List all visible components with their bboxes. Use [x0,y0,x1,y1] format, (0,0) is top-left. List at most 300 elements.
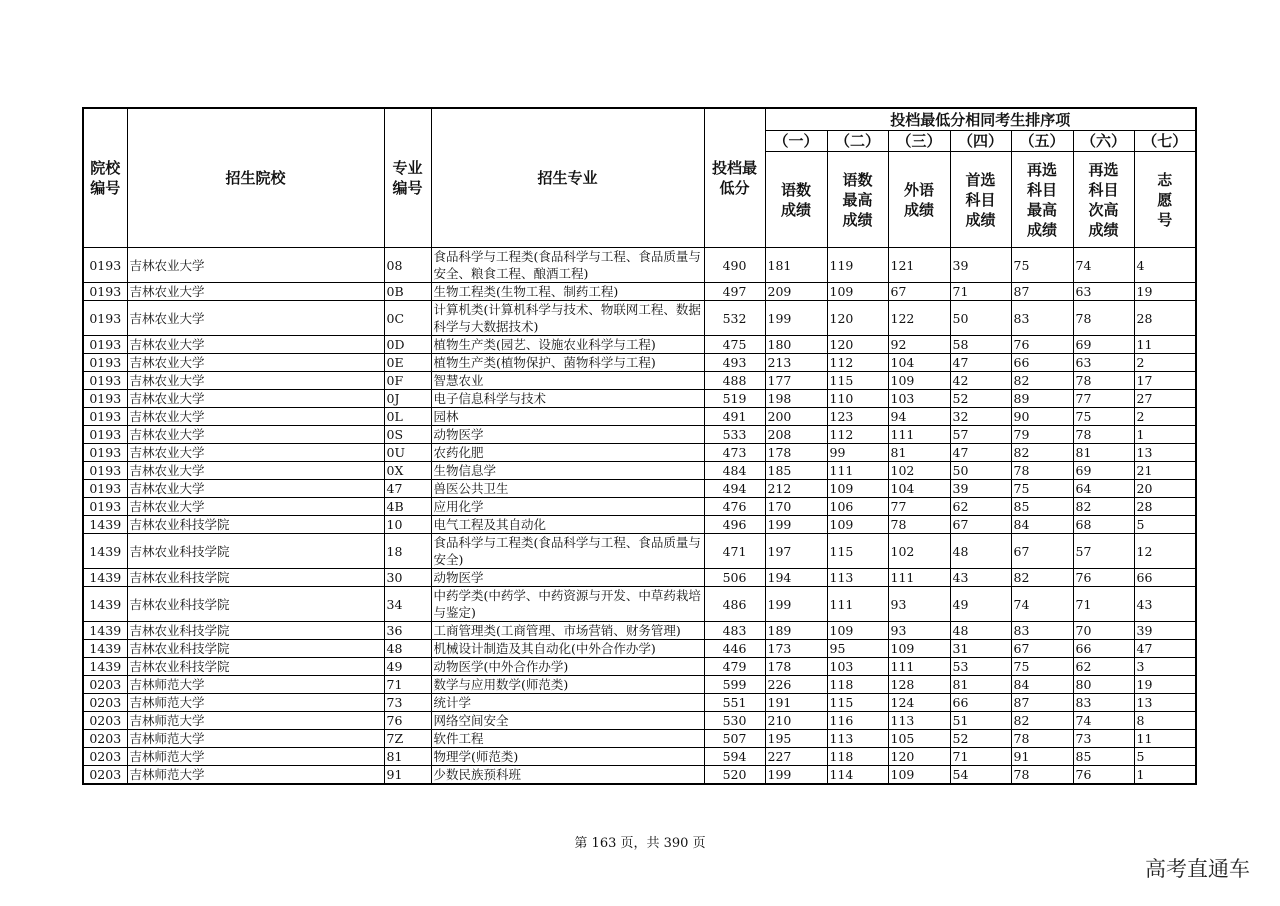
cell-major-code: 47 [384,480,431,498]
cell-tie-5: 79 [1011,426,1073,444]
cell-tie-5: 84 [1011,676,1073,694]
cell-major-name: 计算机类(计算机科学与技术、物联网工程、数据科学与大数据技术) [431,301,704,336]
cell-tie-3: 120 [888,748,950,766]
cell-min-score: 551 [704,694,765,712]
table-row [83,516,1196,534]
cell-tie-7: 66 [1134,569,1196,587]
cell-tie-1: 227 [765,748,827,766]
cell-major-name: 园林 [431,408,704,426]
cell-tie-2: 119 [827,248,888,283]
table-row [83,372,1196,390]
cell-tie-4: 42 [950,372,1011,390]
cell-tie-5: 91 [1011,748,1073,766]
cell-min-score: 496 [704,516,765,534]
cell-tie-2: 109 [827,480,888,498]
table-row [83,658,1196,676]
cell-school-code: 1439 [83,640,127,658]
cell-school-name: 吉林农业大学 [127,426,384,444]
cell-tie-4: 53 [950,658,1011,676]
cell-school-name: 吉林师范大学 [127,712,384,730]
cell-tie-4: 52 [950,730,1011,748]
header-tie-number: （一） [765,131,827,152]
cell-major-code: 49 [384,658,431,676]
cell-major-code: 0D [384,336,431,354]
cell-tie-3: 111 [888,569,950,587]
cell-school-code: 1439 [83,658,127,676]
header-tie-item: 语数成绩 [765,152,827,248]
cell-min-score: 532 [704,301,765,336]
cell-school-code: 1439 [83,587,127,622]
cell-tie-5: 85 [1011,498,1073,516]
cell-min-score: 479 [704,658,765,676]
cell-major-name: 数学与应用数学(师范类) [431,676,704,694]
cell-major-name: 电子信息科学与技术 [431,390,704,408]
cell-school-code: 1439 [83,622,127,640]
cell-tie-5: 89 [1011,390,1073,408]
cell-major-name: 植物生产类(园艺、设施农业科学与工程) [431,336,704,354]
cell-tie-3: 124 [888,694,950,712]
cell-major-name: 网络空间安全 [431,712,704,730]
cell-major-code: 48 [384,640,431,658]
cell-tie-4: 32 [950,408,1011,426]
cell-tie-1: 189 [765,622,827,640]
cell-school-name: 吉林师范大学 [127,694,384,712]
cell-min-score: 491 [704,408,765,426]
cell-school-code: 0193 [83,354,127,372]
cell-school-name: 吉林农业大学 [127,498,384,516]
cell-tie-7: 21 [1134,462,1196,480]
cell-tie-3: 67 [888,283,950,301]
cell-major-code: 91 [384,766,431,785]
cell-tie-7: 3 [1134,658,1196,676]
cell-school-name: 吉林农业科技学院 [127,534,384,569]
table-row [83,444,1196,462]
cell-major-code: 0B [384,283,431,301]
cell-tie-6: 66 [1073,640,1134,658]
cell-tie-6: 82 [1073,498,1134,516]
watermark: 高考直通车 [1145,857,1250,881]
cell-tie-5: 82 [1011,444,1073,462]
cell-tie-7: 27 [1134,390,1196,408]
cell-school-name: 吉林农业大学 [127,301,384,336]
cell-tie-7: 1 [1134,426,1196,444]
cell-tie-3: 109 [888,766,950,785]
cell-tie-1: 194 [765,569,827,587]
cell-major-code: 30 [384,569,431,587]
cell-tie-2: 113 [827,730,888,748]
cell-tie-5: 87 [1011,283,1073,301]
cell-major-code: 71 [384,676,431,694]
cell-tie-7: 2 [1134,408,1196,426]
cell-school-name: 吉林农业科技学院 [127,587,384,622]
table-row [83,462,1196,480]
cell-school-name: 吉林农业大学 [127,283,384,301]
cell-tie-2: 106 [827,498,888,516]
cell-tie-2: 109 [827,516,888,534]
table-row [83,730,1196,748]
cell-tie-5: 78 [1011,730,1073,748]
cell-major-code: 10 [384,516,431,534]
cell-tie-6: 78 [1073,301,1134,336]
table-row [83,676,1196,694]
cell-school-code: 0203 [83,694,127,712]
cell-tie-4: 48 [950,534,1011,569]
cell-tie-5: 83 [1011,622,1073,640]
cell-school-code: 0193 [83,408,127,426]
cell-tie-1: 226 [765,676,827,694]
cell-tie-6: 62 [1073,658,1134,676]
cell-tie-7: 11 [1134,730,1196,748]
cell-tie-5: 67 [1011,534,1073,569]
cell-tie-2: 113 [827,569,888,587]
cell-tie-6: 74 [1073,712,1134,730]
cell-school-code: 0193 [83,444,127,462]
cell-major-name: 食品科学与工程类(食品科学与工程、食品质量与安全、粮食工程、酿酒工程) [431,248,704,283]
cell-tie-7: 17 [1134,372,1196,390]
cell-tie-4: 57 [950,426,1011,444]
cell-tie-6: 76 [1073,766,1134,785]
header-tie-group: 投档最低分相同考生排序项 [765,108,1196,131]
cell-tie-2: 112 [827,354,888,372]
cell-tie-4: 52 [950,390,1011,408]
cell-tie-3: 92 [888,336,950,354]
cell-school-code: 0193 [83,462,127,480]
cell-min-score: 519 [704,390,765,408]
cell-tie-7: 2 [1134,354,1196,372]
cell-school-code: 0203 [83,676,127,694]
cell-tie-1: 177 [765,372,827,390]
header-tie-item: 语数最高成绩 [827,152,888,248]
cell-major-name: 兽医公共卫生 [431,480,704,498]
header-min-score: 投档最低分 [704,108,765,248]
cell-major-name: 电气工程及其自动化 [431,516,704,534]
table-row [83,390,1196,408]
cell-school-code: 0193 [83,390,127,408]
cell-tie-2: 120 [827,301,888,336]
cell-major-name: 机械设计制造及其自动化(中外合作办学) [431,640,704,658]
cell-tie-4: 39 [950,480,1011,498]
cell-tie-4: 54 [950,766,1011,785]
cell-min-score: 533 [704,426,765,444]
cell-tie-7: 39 [1134,622,1196,640]
admission-score-table [82,107,1197,785]
cell-major-name: 物理学(师范类) [431,748,704,766]
cell-tie-6: 85 [1073,748,1134,766]
cell-tie-7: 43 [1134,587,1196,622]
cell-tie-6: 57 [1073,534,1134,569]
cell-tie-6: 81 [1073,444,1134,462]
cell-min-score: 484 [704,462,765,480]
cell-tie-2: 118 [827,676,888,694]
cell-major-code: 0J [384,390,431,408]
cell-tie-1: 209 [765,283,827,301]
cell-major-code: 34 [384,587,431,622]
cell-min-score: 494 [704,480,765,498]
table-row [83,283,1196,301]
cell-tie-1: 191 [765,694,827,712]
cell-tie-5: 74 [1011,587,1073,622]
cell-tie-1: 212 [765,480,827,498]
cell-tie-6: 63 [1073,283,1134,301]
cell-tie-3: 121 [888,248,950,283]
cell-tie-7: 47 [1134,640,1196,658]
cell-major-name: 少数民族预科班 [431,766,704,785]
cell-school-name: 吉林农业大学 [127,248,384,283]
cell-tie-7: 28 [1134,498,1196,516]
cell-tie-2: 115 [827,372,888,390]
cell-tie-5: 75 [1011,248,1073,283]
table-row [83,766,1196,785]
cell-tie-1: 199 [765,301,827,336]
cell-tie-4: 81 [950,676,1011,694]
cell-min-score: 530 [704,712,765,730]
cell-tie-5: 75 [1011,480,1073,498]
cell-tie-5: 82 [1011,372,1073,390]
cell-tie-5: 75 [1011,658,1073,676]
cell-tie-1: 208 [765,426,827,444]
header-tie-number: （二） [827,131,888,152]
cell-tie-4: 71 [950,748,1011,766]
cell-tie-7: 28 [1134,301,1196,336]
header-school-name: 招生院校 [127,108,384,248]
cell-tie-1: 173 [765,640,827,658]
cell-tie-2: 95 [827,640,888,658]
cell-school-name: 吉林农业大学 [127,462,384,480]
table-row [83,480,1196,498]
table-row [83,336,1196,354]
cell-major-name: 动物医学 [431,569,704,587]
cell-min-score: 471 [704,534,765,569]
cell-major-code: 7Z [384,730,431,748]
cell-tie-6: 63 [1073,354,1134,372]
cell-tie-6: 69 [1073,336,1134,354]
cell-tie-6: 76 [1073,569,1134,587]
cell-tie-1: 181 [765,248,827,283]
cell-min-score: 594 [704,748,765,766]
cell-tie-1: 200 [765,408,827,426]
cell-tie-2: 109 [827,283,888,301]
cell-tie-1: 199 [765,516,827,534]
cell-tie-4: 66 [950,694,1011,712]
cell-major-name: 动物医学(中外合作办学) [431,658,704,676]
cell-tie-2: 114 [827,766,888,785]
cell-tie-3: 104 [888,480,950,498]
header-major-name: 招生专业 [431,108,704,248]
cell-tie-3: 105 [888,730,950,748]
cell-school-name: 吉林农业大学 [127,480,384,498]
cell-tie-3: 109 [888,372,950,390]
cell-tie-6: 69 [1073,462,1134,480]
cell-min-score: 490 [704,248,765,283]
cell-major-name: 动物医学 [431,426,704,444]
cell-school-code: 0193 [83,498,127,516]
cell-tie-2: 111 [827,587,888,622]
cell-min-score: 475 [704,336,765,354]
cell-tie-2: 115 [827,534,888,569]
table-row [83,694,1196,712]
cell-tie-2: 110 [827,390,888,408]
cell-major-name: 农药化肥 [431,444,704,462]
cell-tie-2: 99 [827,444,888,462]
cell-tie-2: 116 [827,712,888,730]
cell-school-code: 0203 [83,766,127,785]
cell-major-name: 工商管理类(工商管理、市场营销、财务管理) [431,622,704,640]
cell-major-code: 08 [384,248,431,283]
cell-tie-7: 19 [1134,283,1196,301]
cell-tie-1: 170 [765,498,827,516]
cell-min-score: 483 [704,622,765,640]
cell-tie-2: 103 [827,658,888,676]
cell-tie-3: 102 [888,462,950,480]
table-row [83,426,1196,444]
cell-school-code: 0193 [83,480,127,498]
header-tie-item: 再选科目次高成绩 [1073,152,1134,248]
cell-tie-7: 11 [1134,336,1196,354]
cell-tie-1: 180 [765,336,827,354]
cell-tie-6: 73 [1073,730,1134,748]
cell-tie-2: 109 [827,622,888,640]
cell-tie-3: 111 [888,426,950,444]
cell-major-code: 0F [384,372,431,390]
cell-school-code: 1439 [83,516,127,534]
header-tie-item: 首选科目成绩 [950,152,1011,248]
cell-major-name: 软件工程 [431,730,704,748]
cell-school-name: 吉林农业科技学院 [127,569,384,587]
cell-tie-3: 93 [888,622,950,640]
table-row [83,534,1196,569]
page-footer: 第 163 页，共 390 页 [574,836,706,851]
table-row [83,354,1196,372]
cell-min-score: 599 [704,676,765,694]
cell-school-code: 0193 [83,372,127,390]
cell-tie-4: 31 [950,640,1011,658]
cell-school-code: 0203 [83,748,127,766]
table-row [83,640,1196,658]
cell-school-name: 吉林师范大学 [127,766,384,785]
cell-tie-7: 1 [1134,766,1196,785]
cell-school-code: 0193 [83,426,127,444]
cell-tie-3: 113 [888,712,950,730]
cell-tie-7: 13 [1134,444,1196,462]
cell-school-code: 0203 [83,712,127,730]
cell-major-name: 植物生产类(植物保护、菌物科学与工程) [431,354,704,372]
cell-tie-4: 49 [950,587,1011,622]
table-row [83,748,1196,766]
cell-school-name: 吉林农业大学 [127,354,384,372]
header-tie-item: 外语成绩 [888,152,950,248]
cell-tie-3: 122 [888,301,950,336]
cell-major-code: 36 [384,622,431,640]
cell-tie-7: 8 [1134,712,1196,730]
cell-major-code: 0C [384,301,431,336]
table-row [83,248,1196,283]
table-row [83,712,1196,730]
cell-min-score: 506 [704,569,765,587]
cell-tie-3: 104 [888,354,950,372]
table-row [83,569,1196,587]
cell-min-score: 476 [704,498,765,516]
header-tie-item: 再选科目最高成绩 [1011,152,1073,248]
cell-tie-4: 43 [950,569,1011,587]
cell-tie-3: 102 [888,534,950,569]
cell-tie-5: 84 [1011,516,1073,534]
cell-tie-5: 87 [1011,694,1073,712]
table-row [83,622,1196,640]
cell-tie-5: 67 [1011,640,1073,658]
cell-major-code: 73 [384,694,431,712]
cell-min-score: 446 [704,640,765,658]
cell-school-name: 吉林农业大学 [127,444,384,462]
cell-tie-2: 112 [827,426,888,444]
cell-school-code: 0203 [83,730,127,748]
cell-major-code: 0L [384,408,431,426]
cell-tie-6: 75 [1073,408,1134,426]
cell-tie-6: 68 [1073,516,1134,534]
cell-tie-6: 80 [1073,676,1134,694]
cell-school-name: 吉林农业大学 [127,390,384,408]
cell-school-code: 1439 [83,569,127,587]
table-row [83,498,1196,516]
cell-major-code: 0X [384,462,431,480]
cell-tie-3: 111 [888,658,950,676]
header-school-code: 院校编号 [83,108,127,248]
cell-major-name: 生物工程类(生物工程、制药工程) [431,283,704,301]
cell-tie-3: 78 [888,516,950,534]
header-major-code: 专业编号 [384,108,431,248]
cell-school-code: 0193 [83,283,127,301]
cell-school-name: 吉林农业科技学院 [127,516,384,534]
cell-tie-3: 77 [888,498,950,516]
header-tie-number: （六） [1073,131,1134,152]
cell-tie-1: 178 [765,658,827,676]
cell-tie-7: 5 [1134,516,1196,534]
cell-tie-5: 76 [1011,336,1073,354]
cell-tie-1: 197 [765,534,827,569]
cell-school-name: 吉林农业大学 [127,408,384,426]
cell-tie-6: 77 [1073,390,1134,408]
cell-tie-6: 78 [1073,426,1134,444]
cell-tie-6: 64 [1073,480,1134,498]
cell-school-name: 吉林师范大学 [127,676,384,694]
cell-tie-5: 83 [1011,301,1073,336]
cell-school-name: 吉林农业科技学院 [127,658,384,676]
cell-major-code: 0S [384,426,431,444]
cell-min-score: 488 [704,372,765,390]
cell-major-code: 0E [384,354,431,372]
table-row [83,408,1196,426]
cell-tie-5: 82 [1011,569,1073,587]
cell-tie-1: 199 [765,587,827,622]
cell-tie-2: 118 [827,748,888,766]
cell-tie-1: 198 [765,390,827,408]
cell-min-score: 497 [704,283,765,301]
cell-tie-3: 128 [888,676,950,694]
cell-tie-1: 213 [765,354,827,372]
cell-school-name: 吉林农业大学 [127,372,384,390]
cell-tie-4: 39 [950,248,1011,283]
cell-tie-4: 58 [950,336,1011,354]
cell-tie-3: 94 [888,408,950,426]
cell-tie-5: 66 [1011,354,1073,372]
cell-major-code: 81 [384,748,431,766]
cell-major-name: 统计学 [431,694,704,712]
cell-school-code: 1439 [83,534,127,569]
cell-tie-7: 4 [1134,248,1196,283]
cell-school-name: 吉林师范大学 [127,730,384,748]
cell-major-name: 中药学类(中药学、中药资源与开发、中草药栽培与鉴定) [431,587,704,622]
cell-school-code: 0193 [83,248,127,283]
cell-tie-4: 50 [950,301,1011,336]
